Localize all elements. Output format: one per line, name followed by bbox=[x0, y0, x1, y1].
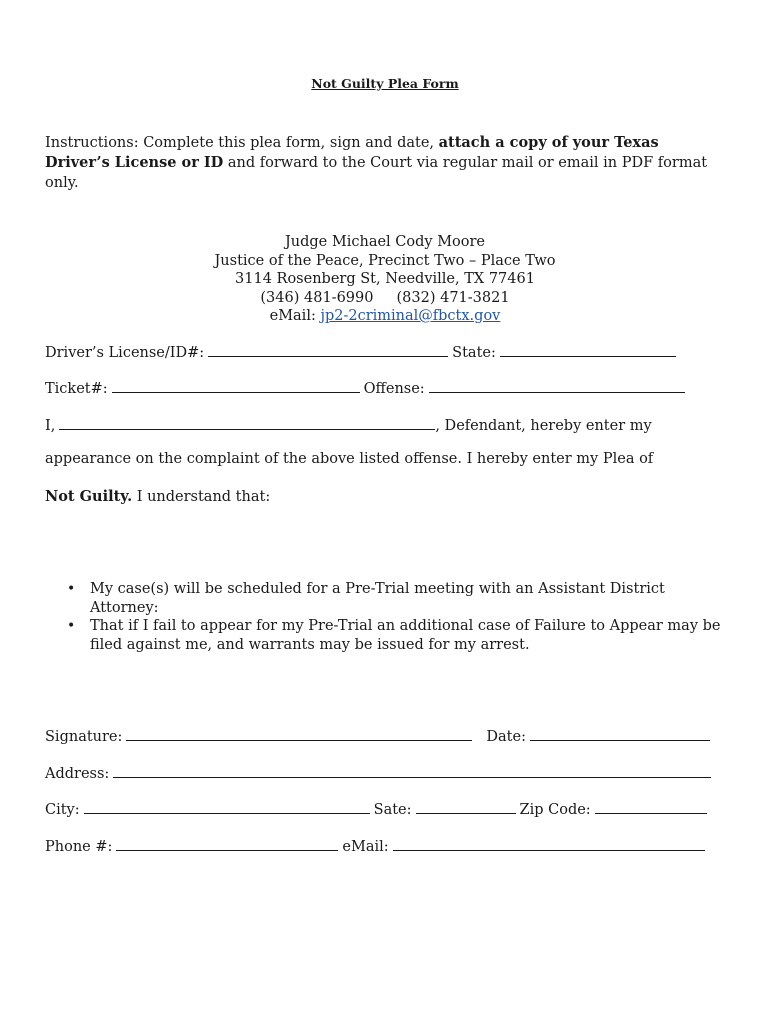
court-phones: (346) 481-6990 (832) 471-3821 bbox=[260, 289, 510, 306]
state-input-line-2[interactable] bbox=[416, 799, 516, 814]
ticket-input-line[interactable] bbox=[112, 378, 360, 393]
email-input-line[interactable] bbox=[393, 836, 705, 851]
date-input-line[interactable] bbox=[530, 726, 710, 741]
court-email-link[interactable]: jp2-2criminal@fbctx.gov bbox=[320, 308, 501, 324]
defendant-name-input-line[interactable] bbox=[59, 415, 435, 430]
court-email-label: eMail: bbox=[269, 308, 321, 324]
date-label: Date: bbox=[486, 729, 526, 745]
city-row bbox=[45, 799, 711, 819]
court-office: Justice of the Peace, Precinct Two – Place Two bbox=[214, 252, 556, 269]
instructions-bold-text: attach a copy of your Texas Driver’s License or ID bbox=[45, 134, 659, 171]
bullet-text-2: That if I fail to appear for my Pre-Trial an additional case of Failure to Appear may be filed against me, and warrants may be issued for my arrest. bbox=[90, 618, 721, 653]
offense-label: Offense: bbox=[363, 381, 425, 397]
signature-row bbox=[45, 726, 714, 746]
bullet-icon: • bbox=[67, 618, 76, 634]
zip-label: Zip Code: bbox=[519, 802, 591, 818]
ticket-row bbox=[45, 378, 689, 398]
instructions-text-1: Instructions: Complete this plea form, sign and date, bbox=[45, 135, 439, 151]
bullet-icon: • bbox=[67, 581, 76, 597]
bullet-text-1: My case(s) will be scheduled for a Pre-Trial meeting with an Assistant District Attorney: bbox=[90, 581, 665, 616]
plea-understand-text: I understand that: bbox=[132, 489, 271, 505]
phone-label: Phone #: bbox=[45, 839, 113, 855]
court-address-block bbox=[0, 233, 770, 326]
state-input-line[interactable] bbox=[500, 342, 676, 357]
address-row bbox=[45, 763, 715, 783]
court-email-line bbox=[0, 307, 770, 326]
city-input-line[interactable] bbox=[84, 799, 370, 814]
plea-appearance-text: appearance on the complaint of the above listed offense. I hereby enter my Plea of bbox=[45, 451, 654, 467]
address-label: Address: bbox=[45, 766, 110, 782]
defendant-row bbox=[45, 415, 652, 435]
offense-input-line[interactable] bbox=[429, 378, 685, 393]
judge-name: Judge Michael Cody Moore bbox=[284, 234, 486, 250]
zip-input-line[interactable] bbox=[595, 799, 707, 814]
instructions-paragraph bbox=[45, 133, 725, 193]
instructions-text-2: and forward to the Court via regular mail or email in PDF format only. bbox=[45, 155, 708, 191]
signature-input-line[interactable] bbox=[126, 726, 472, 741]
i-label: I, bbox=[45, 418, 56, 434]
understanding-list bbox=[45, 580, 735, 654]
defendant-text: , Defendant, hereby enter my bbox=[435, 418, 652, 434]
list-item bbox=[45, 617, 735, 654]
signature-label: Signature: bbox=[45, 729, 123, 745]
state-label: State: bbox=[452, 345, 496, 361]
phone-row bbox=[45, 836, 709, 856]
plea-not-guilty: Not Guilty. bbox=[45, 488, 133, 505]
state-label-2: Sate: bbox=[373, 802, 412, 818]
plea-statement bbox=[45, 488, 270, 505]
list-item bbox=[45, 580, 735, 617]
court-street-address: 3114 Rosenberg St, Needville, TX 77461 bbox=[235, 271, 535, 287]
ticket-label: Ticket#: bbox=[45, 381, 108, 397]
page-title: Not Guilty Plea Form bbox=[311, 76, 459, 91]
email-label: eMail: bbox=[342, 839, 389, 855]
address-input-line[interactable] bbox=[113, 763, 711, 778]
dl-label: Driver’s License/ID#: bbox=[45, 345, 205, 361]
license-row bbox=[45, 342, 680, 362]
city-label: City: bbox=[45, 802, 80, 818]
phone-input-line[interactable] bbox=[116, 836, 338, 851]
dl-input-line[interactable] bbox=[208, 342, 448, 357]
